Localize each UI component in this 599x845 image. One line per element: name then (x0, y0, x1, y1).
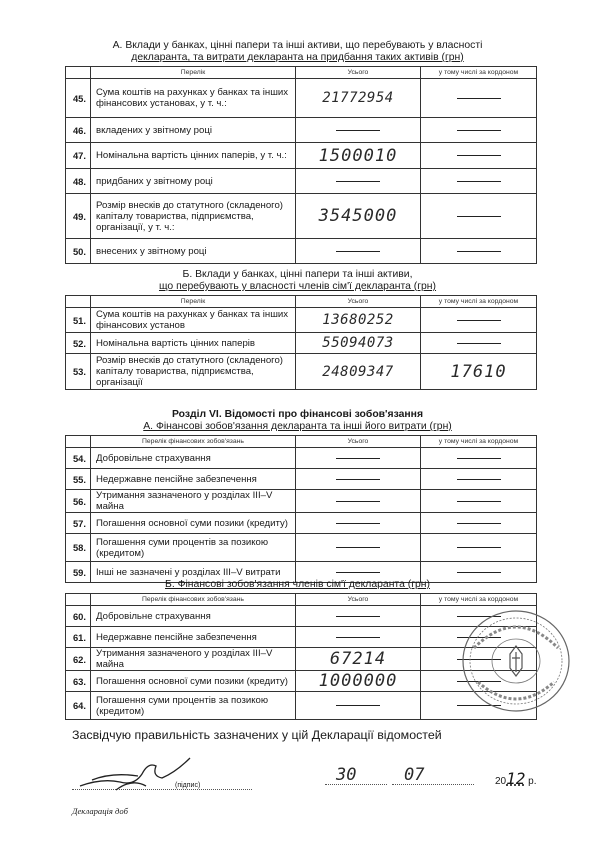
row-number: 52. (66, 333, 91, 354)
row-total-value (296, 490, 421, 513)
row-number: 47. (66, 143, 91, 169)
official-seal-icon (460, 608, 572, 714)
blank-dash (457, 572, 501, 573)
signature-icon (72, 756, 212, 796)
table-row (66, 448, 537, 469)
row-label: Погашення основної суми позики (кредиту) (91, 513, 296, 534)
date-day: 30 (336, 765, 357, 785)
section-b-table (65, 295, 537, 390)
blank-dash (457, 501, 501, 502)
row-label: Добровільне страхування (91, 606, 296, 627)
col-total-header: Усього (296, 436, 421, 448)
signature-caption: (підпис) (175, 782, 201, 789)
row-total-value (296, 448, 421, 469)
row-label: Розмір внесків до статутного (складеного) капіталу товариства, підприємства, організації, у т. ч.: (91, 194, 296, 239)
row-abroad-value (421, 513, 537, 534)
row-label: Розмір внесків до статутного (складеного) капіталу товариства, підприємства, організації (91, 354, 296, 390)
col-abroad-header: у тому числі за кордоном (421, 296, 537, 308)
row-total-value: 1500010 (296, 143, 421, 169)
blank-dash (457, 181, 501, 182)
table-row (66, 308, 537, 333)
row-number: 49. (66, 194, 91, 239)
certification-text: Засвідчую правильність зазначених у цій Декларації відомостей (72, 728, 442, 742)
row-number: 56. (66, 490, 91, 513)
table-row (66, 239, 537, 264)
table-row (66, 513, 537, 534)
row-number: 55. (66, 469, 91, 490)
row-label: Погашення суми процентів за позикою (кредитом) (91, 692, 296, 720)
blank-dash (457, 320, 501, 321)
row-label: Погашення суми процентів за позикою (кредитом) (91, 534, 296, 562)
section-a-title-line2: декларанта, та витрати декларанта на придбання таких активів (грн) (131, 52, 464, 63)
row-abroad-value (421, 333, 537, 354)
row-number: 63. (66, 671, 91, 692)
table-header (66, 436, 537, 448)
row-number: 58. (66, 534, 91, 562)
row-number: 57. (66, 513, 91, 534)
row-abroad-value (421, 469, 537, 490)
blank-dash (336, 547, 380, 548)
row-label: Добровільне страхування (91, 448, 296, 469)
section-vi-sub-b-text: Б. Фінансові зобов'язання членів сім'ї декларанта (грн) (165, 579, 430, 590)
row-total-value (296, 692, 421, 720)
row-label: внесених у звітному році (91, 239, 296, 264)
date-year (495, 769, 537, 788)
blank-dash (457, 547, 501, 548)
year-unit: р. (528, 776, 537, 787)
col-total-header: Усього (296, 594, 421, 606)
row-number: 50. (66, 239, 91, 264)
row-total-value (296, 513, 421, 534)
section-b-title-line2: що перебувають у власності членів сім'ї декларанта (грн) (158, 281, 437, 292)
blank-dash (457, 523, 501, 524)
blank-dash (336, 572, 380, 573)
year-prefix: 20 (495, 776, 507, 787)
row-label: Недержавне пенсійне забезпечення (91, 627, 296, 648)
blank-dash (457, 130, 501, 131)
table-row (66, 118, 537, 143)
row-label: Сума коштів на рахунках у банках та інших фінансових установах, у т. ч.: (91, 79, 296, 118)
row-number: 48. (66, 169, 91, 194)
table-row (66, 534, 537, 562)
row-label: Недержавне пенсійне забезпечення (91, 469, 296, 490)
blank-dash (336, 458, 380, 459)
blank-dash (336, 501, 380, 502)
col-total-header: Усього (296, 296, 421, 308)
signature-line (72, 789, 252, 790)
table-row (66, 490, 537, 513)
table-row (66, 169, 537, 194)
row-total-value (296, 239, 421, 264)
date-month-line (392, 784, 474, 785)
row-number: 46. (66, 118, 91, 143)
row-label: Інші не зазначені у розділах III–V витрати (91, 562, 296, 583)
col-list-header: Перелік фінансових зобов'язань (91, 594, 296, 606)
section-vi-sub-b (60, 579, 535, 591)
table-row (66, 79, 537, 118)
row-total-value (296, 169, 421, 194)
row-label: Утримання зазначеного у розділах III–V майна (91, 490, 296, 513)
row-abroad-value (421, 448, 537, 469)
section-a-table (65, 66, 537, 264)
table-header (66, 594, 537, 606)
row-number: 60. (66, 606, 91, 627)
section-vi-heading: Розділ VI. Відомості про фінансові зобов'язання (171, 409, 424, 420)
blank-dash (457, 458, 501, 459)
col-list-header: Перелік (91, 296, 296, 308)
table-row (66, 333, 537, 354)
blank-dash (457, 155, 501, 156)
row-abroad-value (421, 79, 537, 118)
row-total-value (296, 534, 421, 562)
row-abroad-value (421, 239, 537, 264)
col-total-header: Усього (296, 67, 421, 79)
row-abroad-value (421, 169, 537, 194)
row-label: Погашення основної суми позики (кредиту) (91, 671, 296, 692)
table-row (66, 194, 537, 239)
row-number: 51. (66, 308, 91, 333)
table-row (66, 354, 537, 390)
row-abroad-value (421, 194, 537, 239)
table-row (66, 469, 537, 490)
blank-dash (336, 130, 380, 131)
date-day-line (325, 784, 387, 785)
blank-dash (336, 616, 380, 617)
row-abroad-value (421, 490, 537, 513)
row-total-value (296, 118, 421, 143)
section-b-title-line1: Б. Вклади у банках, цінні папери та інші активи, (182, 269, 413, 280)
row-abroad-value (421, 534, 537, 562)
section-vi-sub-a-text: А. Фінансові зобов'язання декларанта та інші його витрати (грн) (143, 421, 452, 432)
row-total-value: 55094073 (296, 333, 421, 354)
blank-dash (457, 216, 501, 217)
year-suffix: 12 (506, 769, 526, 788)
row-number: 59. (66, 562, 91, 583)
col-abroad-header: у тому числі за кордоном (421, 436, 537, 448)
row-total-value (296, 627, 421, 648)
row-abroad-value (421, 308, 537, 333)
row-total-value (296, 469, 421, 490)
section-a-title (60, 40, 535, 64)
row-label: вкладених у звітному році (91, 118, 296, 143)
row-label: Номінальна вартість цінних паперів (91, 333, 296, 354)
blank-dash (457, 251, 501, 252)
row-total-value: 67214 (296, 648, 421, 671)
row-label: Номінальна вартість цінних паперів, у т. ч.: (91, 143, 296, 169)
row-total-value (296, 606, 421, 627)
blank-dash (457, 343, 501, 344)
row-total-value: 1000000 (296, 671, 421, 692)
blank-dash (336, 523, 380, 524)
section-vi-a-table (65, 435, 537, 583)
blank-dash (336, 251, 380, 252)
row-label: Утримання зазначеного у розділах III–V майна (91, 648, 296, 671)
table-header (66, 67, 537, 79)
row-abroad-value (421, 143, 537, 169)
row-total-value: 3545000 (296, 194, 421, 239)
col-list-header: Перелік фінансових зобов'язань (91, 436, 296, 448)
blank-dash (457, 479, 501, 480)
col-abroad-header: у тому числі за кордоном (421, 594, 537, 606)
row-total-value: 21772954 (296, 79, 421, 118)
section-vi-sub-a (60, 421, 535, 433)
section-b-title (60, 269, 535, 293)
row-number: 61. (66, 627, 91, 648)
row-number: 54. (66, 448, 91, 469)
form-name: Декларація доб (72, 806, 128, 816)
row-number: 45. (66, 79, 91, 118)
row-number: 64. (66, 692, 91, 720)
table-header (66, 296, 537, 308)
blank-dash (336, 637, 380, 638)
blank-dash (457, 98, 501, 99)
section-a-title-line1: А. Вклади у банках, цінні папери та інші активи, що перебувають у власності (112, 40, 483, 51)
row-abroad-value (421, 118, 537, 143)
row-number: 53. (66, 354, 91, 390)
row-number: 62. (66, 648, 91, 671)
row-label: придбаних у звітному році (91, 169, 296, 194)
col-list-header: Перелік (91, 67, 296, 79)
blank-dash (336, 705, 380, 706)
row-label: Сума коштів на рахунках у банках та інших фінансових установ (91, 308, 296, 333)
row-total-value: 24809347 (296, 354, 421, 390)
table-row (66, 143, 537, 169)
row-total-value: 13680252 (296, 308, 421, 333)
col-abroad-header: у тому числі за кордоном (421, 67, 537, 79)
row-abroad-value: 17610 (421, 354, 537, 390)
date-month: 07 (404, 765, 425, 785)
blank-dash (336, 479, 380, 480)
blank-dash (336, 181, 380, 182)
